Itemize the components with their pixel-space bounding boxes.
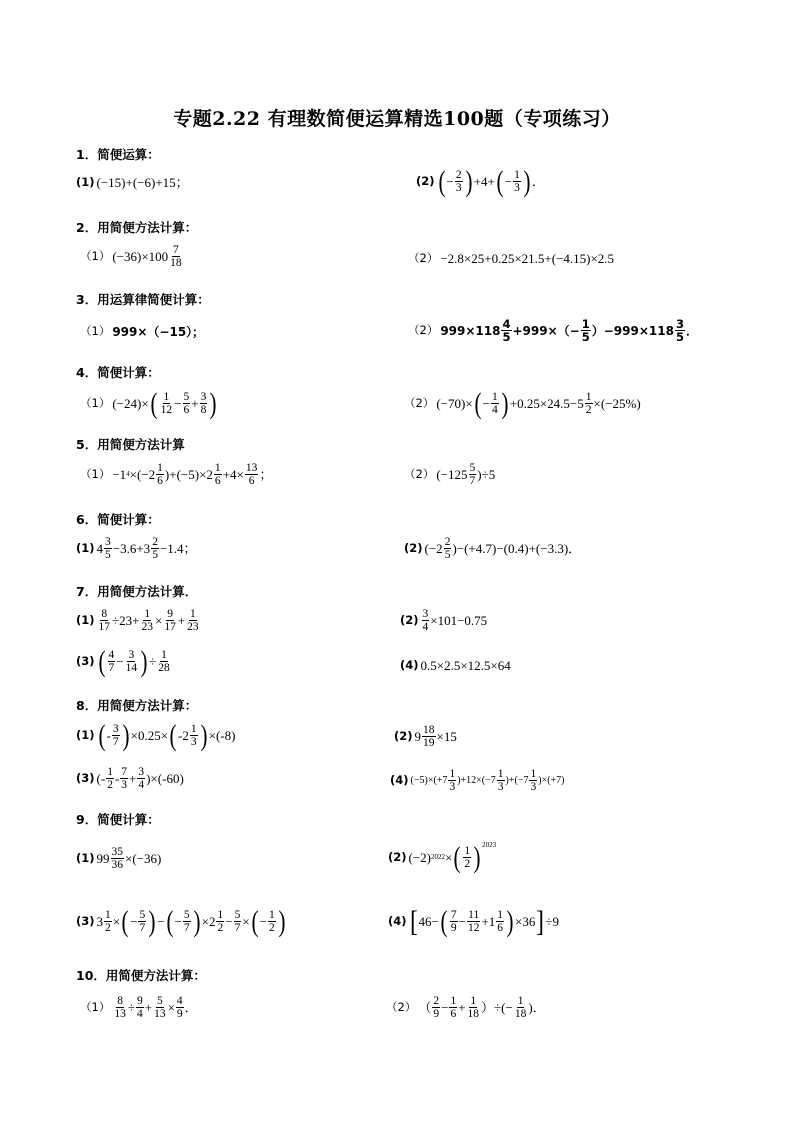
question-8-part-1: (1) ( - $\frac{3}{7}$ ) ×0.25× ( -2 $\frac{1}{3}$ ) ×(-8): [76, 719, 236, 752]
question-4-part-2: （2） (−70)× ( − $\frac{1}{4}$ ) +0.25×24.5−5 $\frac{1}{2}$ ×(−25%): [404, 387, 641, 420]
question-10-part-1: （1） $\frac{8}{13}$ ÷ $\frac{9}{4}$ + $\frac{5}{13}$ × $\frac{4}{9}$ ．: [80, 995, 198, 1021]
question-9-part-4: (4) [ 46− ( $\frac{7}{9}$ − $\frac{11}{12}$ +1 $\frac{1}{6}$ ) ×36 ] ÷9: [388, 905, 560, 938]
question-1-heading: 1．简便运算：: [76, 147, 160, 162]
question-9-part-2: (2) (−2) 2022 × ( $\frac{1}{2}$ ) $^{2023}$: [388, 841, 497, 874]
question-5-heading: 5．用简便方法计算: [76, 437, 185, 452]
question-6-part-1: (1) 4 $\frac{3}{5}$ −3.6+3 $\frac{2}{5}$ −1.4；: [76, 536, 197, 562]
question-4-part-1: （1） (−24)× ( $\frac{1}{12}$ − $\frac{5}{6}$ + $\frac{3}{8}$ ): [80, 387, 217, 420]
question-3-part-2: （2） 999×118 $\frac{4}{5}$ +999×（− $\frac{1}{5}$ ）−999×118 $\frac{3}{5}$ ．: [408, 317, 698, 345]
question-4-heading: 4．简便计算：: [76, 365, 160, 380]
question-8-heading: 8．用简便方法计算：: [76, 698, 198, 713]
question-9-part-3: (3) 3 $\frac{1}{2}$ × ( − $\frac{5}{7}$ ) − ( − $\frac{5}{7}$ ) ×2 $\frac{1}{2}$ − $\frac{5}{7}$ × ( − $\frac{1}{2}$ ): [76, 905, 286, 938]
question-3-part-1: （1） 999×（−15）；: [80, 324, 205, 339]
question-8-part-4: (4) (−5)×(+7 $\frac{1}{3}$ )+12×(−7 $\frac{1}{3}$ )+(−7 $\frac{1}{3}$ )×(+7): [390, 768, 565, 794]
question-7-part-3: (3) ( $\frac{4}{7}$ − $\frac{3}{14}$ ) ÷ $\frac{1}{28}$: [76, 645, 170, 678]
question-7-part-1: (1) $\frac{8}{17}$ ÷23+ $\frac{1}{23}$ × $\frac{9}{17}$ + $\frac{1}{23}$: [76, 608, 199, 634]
question-3-heading: 3．用运算律简便计算：: [76, 292, 210, 307]
question-2-part-1: （1） (−36)×100 $\frac{7}{18}$: [80, 244, 182, 270]
question-7-heading: 7．用简便方法计算．: [76, 584, 198, 599]
question-2-part-2: （2） −2.8×25+0.25×21.5+(−4.15)×2.5: [408, 250, 615, 266]
question-6-heading: 6．简便计算：: [76, 512, 160, 527]
question-7-part-2: (2) $\frac{3}{4}$ ×101−0.75: [400, 608, 488, 634]
question-9-heading: 9．简便计算：: [76, 812, 160, 827]
question-5-part-1: （1） −1 4 ×(−2 $\frac{1}{6}$ )+(−5)×2 $\frac{1}{6}$ +4× $\frac{13}{6}$ ；: [80, 462, 273, 488]
question-10-part-2: （2） （ $\frac{2}{9}$ − $\frac{1}{6}$ + $\frac{1}{18}$ ）÷(− $\frac{1}{18}$ )．: [386, 995, 546, 1021]
page-title: 专题2.22 有理数简便运算精选100题（专项练习）: [173, 108, 621, 130]
question-7-part-4: (4) 0.5×2.5×12.5×64: [400, 657, 511, 673]
question-10-heading: 10．用简便方法计算：: [76, 968, 206, 983]
question-5-part-2: （2） (−125 $\frac{5}{7}$ )÷5: [404, 462, 496, 488]
question-8-part-2: (2) 9 $\frac{18}{19}$ ×15: [394, 724, 457, 750]
question-9-part-1: (1) 99 $\frac{35}{36}$ ×(−36): [76, 846, 162, 872]
question-6-part-2: (2) (−2 $\frac{2}{5}$ )−(+4.7)−(0.4)+(−3.3)．: [404, 536, 582, 562]
question-1-part-2: (2) ( − $\frac{2}{3}$ ) +4+ ( − $\frac{1}{3}$ ) ．: [416, 165, 545, 198]
question-8-part-3: (3) (- $\frac{1}{2}$ - $\frac{7}{3}$ + $\frac{3}{4}$ )×(-60): [76, 766, 184, 792]
question-1-part-1: (1) (−15)+(−6)+15；: [76, 174, 189, 190]
question-2-heading: 2．用简便方法计算：: [76, 220, 198, 235]
